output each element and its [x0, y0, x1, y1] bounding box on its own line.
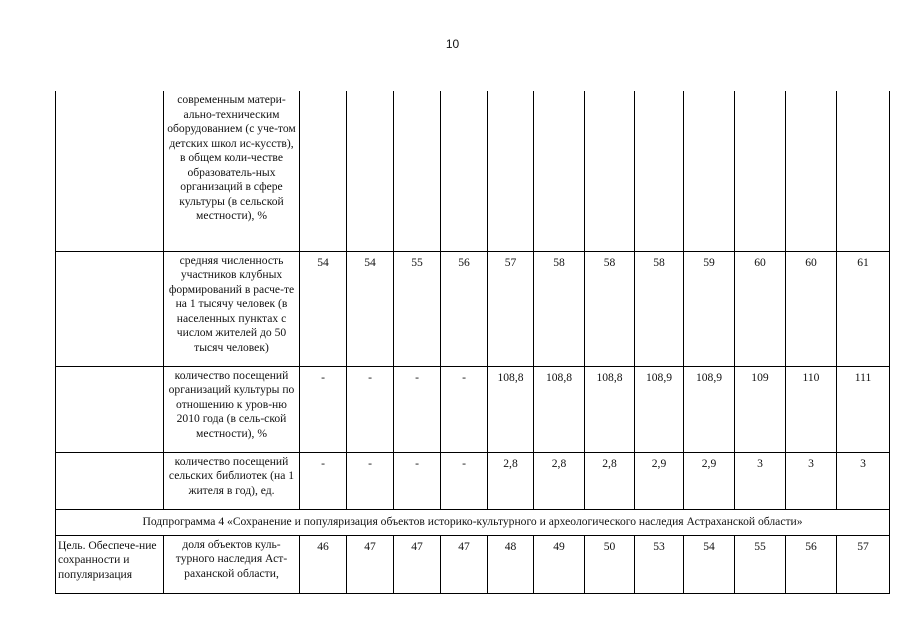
- value-cell: 48: [488, 535, 534, 593]
- value-cell: 56: [441, 251, 488, 366]
- subprogram-row: [56, 509, 890, 535]
- value-cell: [786, 91, 837, 251]
- value-cell: 47: [347, 535, 394, 593]
- table-row: [56, 366, 890, 452]
- table-row: [56, 452, 890, 509]
- table-row: [56, 91, 890, 251]
- value-cell: 2,8: [534, 452, 585, 509]
- value-cell: -: [394, 452, 441, 509]
- value-cell: 58: [534, 251, 585, 366]
- value-cell: [585, 91, 635, 251]
- value-cell: 54: [300, 251, 347, 366]
- value-cell: [488, 91, 534, 251]
- goal-cell: [56, 91, 164, 251]
- value-cell: 55: [394, 251, 441, 366]
- value-cell: -: [300, 366, 347, 452]
- value-cell: -: [347, 366, 394, 452]
- value-cell: 3: [837, 452, 890, 509]
- subprogram-heading: Подпрограмма 4 «Сохранение и популяризация объектов историко-культурного и археологического наследия Астраханской области»: [56, 509, 890, 535]
- value-cell: -: [347, 452, 394, 509]
- value-cell: 2,8: [585, 452, 635, 509]
- value-cell: 60: [786, 251, 837, 366]
- value-cell: -: [441, 366, 488, 452]
- value-cell: [735, 91, 786, 251]
- value-cell: -: [441, 452, 488, 509]
- value-cell: [837, 91, 890, 251]
- value-cell: 57: [837, 535, 890, 593]
- value-cell: [441, 91, 488, 251]
- value-cell: [684, 91, 735, 251]
- goal-cell: [56, 452, 164, 509]
- indicator-cell: современным матери-ально-техническим оборудованием (с уче-том детских школ ис-кусств), в общем коли-честве образователь-ных организаций в сфере культуры (в сельской местности), %: [164, 91, 300, 251]
- value-cell: [635, 91, 684, 251]
- page-number: 10: [445, 37, 460, 51]
- goal-cell: [56, 366, 164, 452]
- table-row: [56, 535, 890, 593]
- value-cell: 3: [735, 452, 786, 509]
- value-cell: 108,9: [635, 366, 684, 452]
- value-cell: 108,8: [488, 366, 534, 452]
- value-cell: 54: [684, 535, 735, 593]
- value-cell: 2,9: [635, 452, 684, 509]
- value-cell: -: [300, 452, 347, 509]
- indicator-cell: количество посещений организаций культуры по отношению к уров-ню 2010 года (в сель-ской местности), %: [164, 366, 300, 452]
- goal-cell: Цель. Обеспече-ние сохранности и популяризация: [56, 535, 164, 593]
- value-cell: 60: [735, 251, 786, 366]
- value-cell: 110: [786, 366, 837, 452]
- indicator-cell: доля объектов куль-турного наследия Аст-раханской области,: [164, 535, 300, 593]
- value-cell: [347, 91, 394, 251]
- value-cell: 108,9: [684, 366, 735, 452]
- value-cell: 58: [585, 251, 635, 366]
- value-cell: 2,8: [488, 452, 534, 509]
- value-cell: 108,8: [534, 366, 585, 452]
- indicators-table: [55, 91, 890, 594]
- value-cell: [534, 91, 585, 251]
- value-cell: 57: [488, 251, 534, 366]
- value-cell: 61: [837, 251, 890, 366]
- indicator-cell: средняя численность участников клубных формирований в расче-те на 1 тысячу человек (в населенных пунктах с числом жителей до 50 тысяч человек): [164, 251, 300, 366]
- value-cell: 59: [684, 251, 735, 366]
- value-cell: 58: [635, 251, 684, 366]
- value-cell: 2,9: [684, 452, 735, 509]
- value-cell: 3: [786, 452, 837, 509]
- value-cell: 47: [394, 535, 441, 593]
- table-row: [56, 251, 890, 366]
- value-cell: 47: [441, 535, 488, 593]
- value-cell: 109: [735, 366, 786, 452]
- value-cell: [394, 91, 441, 251]
- value-cell: 108,8: [585, 366, 635, 452]
- value-cell: [300, 91, 347, 251]
- indicator-cell: количество посещений сельских библиотек (на 1 жителя в год), ед.: [164, 452, 300, 509]
- value-cell: 50: [585, 535, 635, 593]
- value-cell: 46: [300, 535, 347, 593]
- goal-cell: [56, 251, 164, 366]
- value-cell: 53: [635, 535, 684, 593]
- value-cell: 111: [837, 366, 890, 452]
- value-cell: -: [394, 366, 441, 452]
- value-cell: 49: [534, 535, 585, 593]
- value-cell: 54: [347, 251, 394, 366]
- value-cell: 55: [735, 535, 786, 593]
- value-cell: 56: [786, 535, 837, 593]
